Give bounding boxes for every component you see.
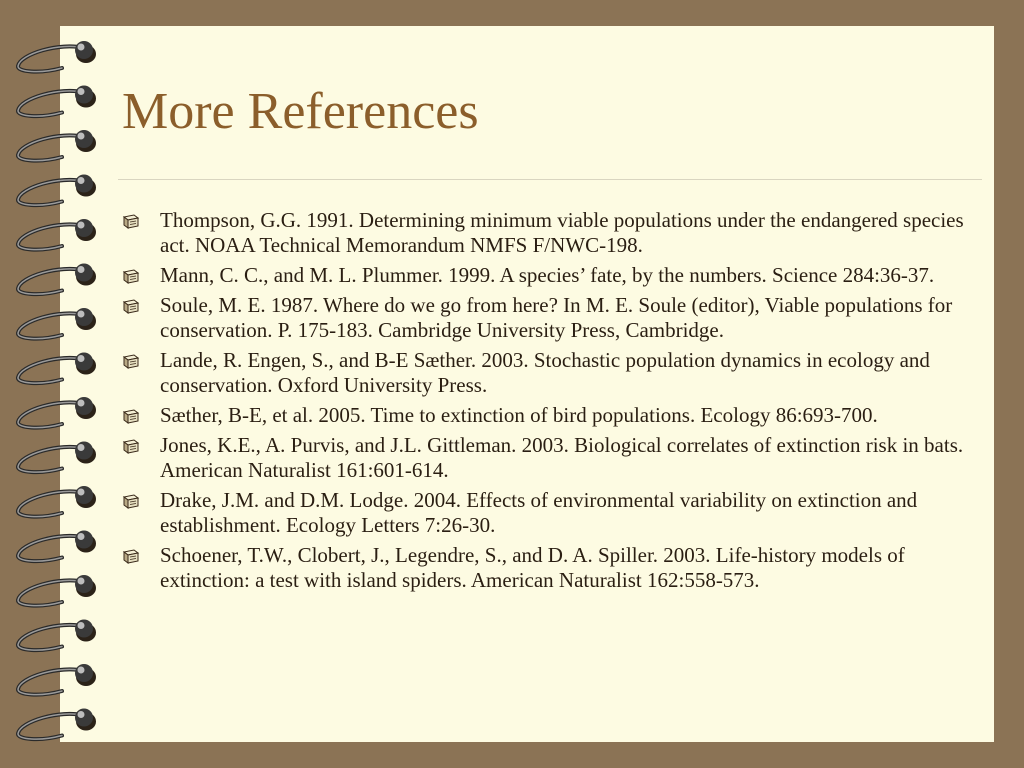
spiral-ring-icon [18, 175, 96, 206]
spiral-binding [0, 0, 110, 768]
spiral-ring-icon [18, 531, 96, 562]
book-icon [122, 548, 140, 564]
spiral-ring-icon [18, 86, 96, 117]
slide-title: More References [122, 83, 479, 140]
book-icon [122, 438, 140, 454]
spiral-ring-icon [18, 664, 96, 695]
spiral-ring-icon [18, 620, 96, 651]
spiral-ring-icon [18, 575, 96, 606]
spiral-ring-icon [18, 130, 96, 161]
reference-text: Jones, K.E., A. Purvis, and J.L. Gittleman. 2003. Biological correlates of extinction risk in bats. American Naturalist 161:601-614. [160, 433, 964, 482]
reference-text: Thompson, G.G. 1991. Determining minimum viable populations under the endangered species act. NOAA Technical Memorandum NMFS F/NWC-198. [160, 208, 964, 257]
spiral-ring-icon [18, 486, 96, 517]
title-divider [118, 179, 982, 180]
spiral-ring-icon [18, 442, 96, 473]
book-icon [122, 493, 140, 509]
spiral-ring-icon [18, 353, 96, 384]
list-item [122, 348, 972, 398]
reference-text: Sæther, B-E, et al. 2005. Time to extinction of bird populations. Ecology 86:693-700. [160, 403, 878, 427]
book-icon [122, 408, 140, 424]
list-item [122, 263, 972, 288]
list-item [122, 543, 972, 593]
spiral-ring-icon [18, 397, 96, 428]
spiral-ring-icon [18, 264, 96, 295]
book-icon [122, 298, 140, 314]
reference-text: Soule, M. E. 1987. Where do we go from here? In M. E. Soule (editor), Viable populations for conservation. P. 175-183. Cambridge University Press, Cambridge. [160, 293, 953, 342]
book-icon [122, 353, 140, 369]
list-item [122, 488, 972, 538]
spiral-ring-icon [18, 709, 96, 740]
spiral-ring-icon [18, 41, 96, 72]
book-icon [122, 268, 140, 284]
spiral-ring-icon [18, 219, 96, 250]
reference-text: Schoener, T.W., Clobert, J., Legendre, S., and D. A. Spiller. 2003. Life-history models of extinction: a test with island spiders. American Naturalist 162:558-573. [160, 543, 905, 592]
list-item [122, 293, 972, 343]
reference-text: Mann, C. C., and M. L. Plummer. 1999. A species’ fate, by the numbers. Science 284:36-37. [160, 263, 935, 287]
reference-text: Lande, R. Engen, S., and B-E Sæther. 2003. Stochastic population dynamics in ecology and conservation. Oxford University Press. [160, 348, 930, 397]
list-item [122, 433, 972, 483]
reference-list [122, 208, 972, 598]
reference-text: Drake, J.M. and D.M. Lodge. 2004. Effects of environmental variability on extinction and establishment. Ecology Letters 7:26-30. [160, 488, 918, 537]
list-item [122, 208, 972, 258]
spiral-ring-icon [18, 308, 96, 339]
list-item [122, 403, 972, 428]
book-icon [122, 213, 140, 229]
